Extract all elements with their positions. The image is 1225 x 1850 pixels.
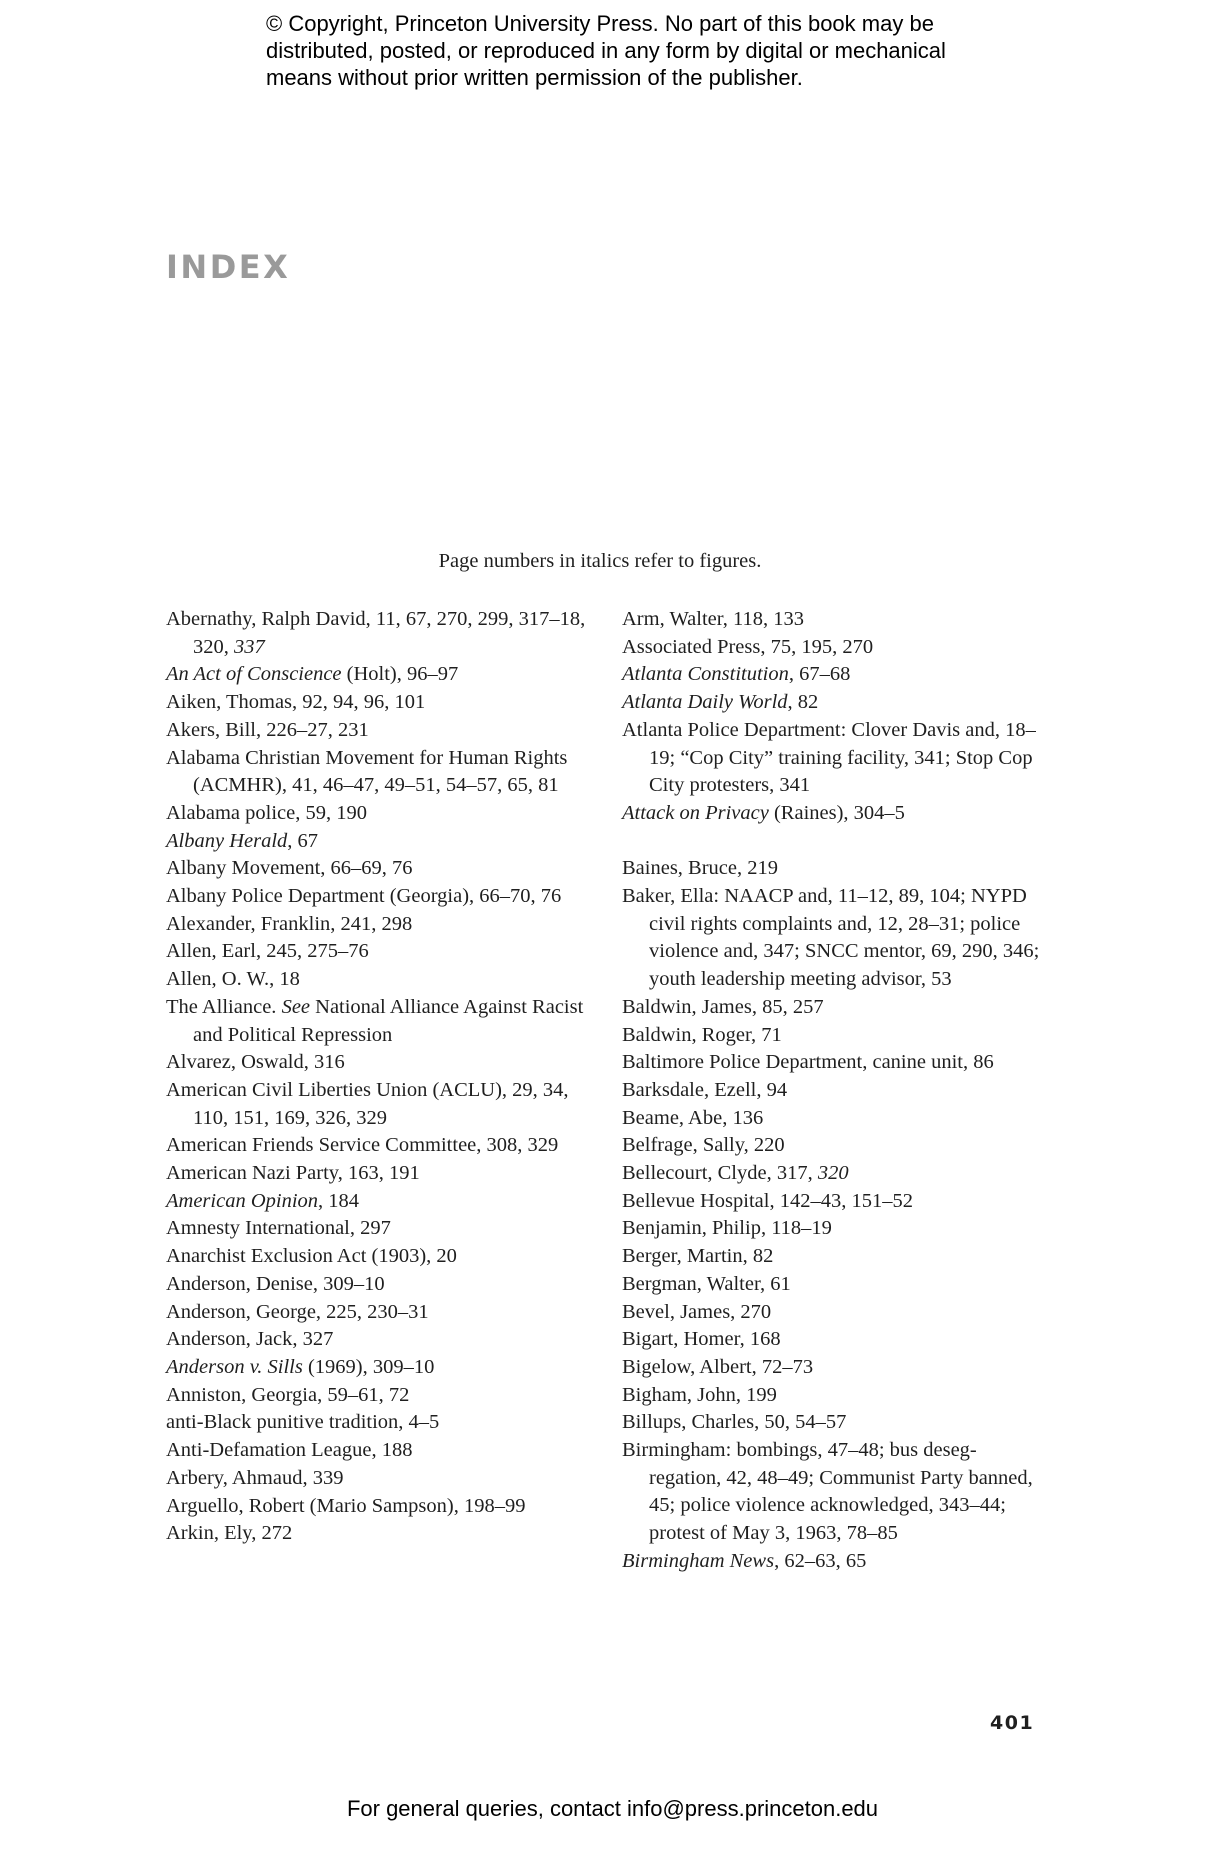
index-entry-text: , 67 xyxy=(287,829,319,852)
index-entry-italic: Atlanta Constitution xyxy=(622,663,789,686)
index-entry xyxy=(622,689,1042,717)
index-entry xyxy=(622,1188,1042,1216)
index-entry xyxy=(166,606,606,661)
index-entry xyxy=(622,717,1042,800)
index-entry xyxy=(622,1022,1042,1050)
page-title: INDEX xyxy=(166,248,291,286)
index-entry xyxy=(622,606,1042,634)
index-entry xyxy=(622,855,1042,883)
index-entry xyxy=(622,1326,1042,1354)
index-entry-text: Anarchist Exclusion Act (1903), 20 xyxy=(166,1245,457,1268)
index-entry xyxy=(166,1299,606,1327)
index-entry-italic: An Act of Conscience xyxy=(166,663,342,686)
index-entry xyxy=(166,883,606,911)
index-entry-text: Allen, Earl, 245, 275–76 xyxy=(166,940,369,963)
index-entry-text: (Raines), 304–5 xyxy=(768,801,905,824)
index-entry xyxy=(622,1299,1042,1327)
index-entry-italic: See xyxy=(281,995,311,1018)
index-entry xyxy=(622,994,1042,1022)
index-entry xyxy=(166,717,606,745)
page-number: 401 xyxy=(990,1712,1035,1734)
index-entry-text: Baltimore Police Department, canine unit, 86 xyxy=(622,1051,994,1074)
index-entry-text: American Nazi Party, 163, 191 xyxy=(166,1162,420,1185)
index-entry xyxy=(622,1548,1042,1576)
index-entry xyxy=(622,1132,1042,1160)
index-entry xyxy=(166,661,606,689)
index-entry-text: Barksdale, Ezell, 94 xyxy=(622,1078,788,1101)
index-entry-text: Beame, Abe, 136 xyxy=(622,1106,764,1129)
index-entry xyxy=(622,1243,1042,1271)
index-entry-italic: 337 xyxy=(234,635,265,658)
index-entry-text: Associated Press, 75, 195, 270 xyxy=(622,635,874,658)
index-entry xyxy=(622,661,1042,689)
index-entry xyxy=(166,1326,606,1354)
index-entry-text: Baldwin, James, 85, 257 xyxy=(622,995,824,1018)
index-entry xyxy=(166,1520,606,1548)
index-entry-text: Belfrage, Sally, 220 xyxy=(622,1134,785,1157)
index-entry-text: Akers, Bill, 226–27, 231 xyxy=(166,718,369,741)
index-entry-italic: Attack on Privacy xyxy=(622,801,769,824)
index-entry xyxy=(166,1271,606,1299)
index-entry-text: Baines, Bruce, 219 xyxy=(622,857,778,880)
index-entry xyxy=(622,1215,1042,1243)
index-entry-text: Anderson, Denise, 309–10 xyxy=(166,1272,385,1295)
index-entry-text: National Alliance Against Racist and Political Repression xyxy=(193,995,584,1046)
index-entry xyxy=(166,1437,606,1465)
index-entry-text: Anderson, Jack, 327 xyxy=(166,1328,334,1351)
index-entry xyxy=(166,966,606,994)
index-entry-text: Anti-Defamation League, 188 xyxy=(166,1439,413,1462)
index-entry-text: (1969), 309–10 xyxy=(302,1355,435,1378)
index-entry xyxy=(166,1382,606,1410)
index-entry-text: Bigelow, Albert, 72–73 xyxy=(622,1355,814,1378)
index-entry-italic: American Opinion xyxy=(166,1189,319,1212)
copyright-notice xyxy=(266,10,1026,91)
index-entry-text: Abernathy, Ralph David, 11, 67, 270, 299, 317–18, 320, xyxy=(166,608,586,658)
index-entry xyxy=(622,1160,1042,1188)
index-entry-text: Arbery, Ahmaud, 339 xyxy=(166,1466,344,1489)
index-entry xyxy=(622,1409,1042,1437)
index-entry xyxy=(622,1105,1042,1133)
index-entry xyxy=(622,1437,1042,1548)
index-entry-text: Arguello, Robert (Mario Sampson), 198–99 xyxy=(166,1494,526,1517)
index-entry xyxy=(166,1077,606,1132)
index-entry-text: Amnesty International, 297 xyxy=(166,1217,391,1240)
index-entry-text: American Friends Service Committee, 308, 329 xyxy=(166,1134,559,1157)
index-entry xyxy=(166,800,606,828)
index-entry-text: Anderson, George, 225, 230–31 xyxy=(166,1300,429,1323)
index-entry xyxy=(166,828,606,856)
index-entry-text: , 82 xyxy=(787,691,819,714)
index-entry-text: Bevel, James, 270 xyxy=(622,1300,772,1323)
index-entry-text: Atlanta Police Department: Clover Davis and, 18–19; “Cop City” training facility, 341; Stop Cop City protesters, 341 xyxy=(622,718,1036,797)
index-entry-text: Arm, Walter, 118, 133 xyxy=(622,608,804,630)
index-entry xyxy=(622,1382,1042,1410)
index-entry xyxy=(166,1160,606,1188)
index-entry-text: Anniston, Georgia, 59–61, 72 xyxy=(166,1383,410,1406)
footer-contact: For general queries, contact info@press.princeton.edu xyxy=(346,1796,879,1821)
index-entry xyxy=(622,800,1042,828)
index-column-right xyxy=(622,606,1042,1576)
index-entry-italic: 320 xyxy=(817,1162,849,1185)
index-entry xyxy=(166,1049,606,1077)
index-entry-text: Alabama police, 59, 190 xyxy=(166,801,367,824)
index-entry-text: Billups, Charles, 50, 54–57 xyxy=(622,1411,847,1434)
index-entry xyxy=(166,745,606,800)
index-entry-text: Aiken, Thomas, 92, 94, 96, 101 xyxy=(166,691,426,714)
index-entry-text: , 62–63, 65 xyxy=(774,1549,867,1572)
index-entry-text: , 67–68 xyxy=(788,663,851,686)
index-entry-italic: Anderson v. Sills xyxy=(166,1355,303,1378)
index-entry xyxy=(622,1077,1042,1105)
index-entry-text: Allen, O. W., 18 xyxy=(166,968,300,991)
index-entry xyxy=(166,1354,606,1382)
copyright-line: means without prior written permission of the publisher. xyxy=(266,65,803,90)
index-entry xyxy=(622,1354,1042,1382)
index-entry xyxy=(166,1465,606,1493)
index-entry-text: Alexander, Franklin, 241, 298 xyxy=(166,912,413,935)
index-entry-text: anti-Black punitive tradition, 4–5 xyxy=(166,1411,440,1434)
index-entry xyxy=(166,1493,606,1521)
index-column-left xyxy=(166,606,606,1548)
index-entry xyxy=(166,994,606,1049)
index-entry xyxy=(622,634,1042,662)
index-entry-text: Bigart, Homer, 168 xyxy=(622,1328,781,1351)
index-entry-text: American Civil Liberties Union (ACLU), 29, 34, 110, 151, 169, 326, 329 xyxy=(166,1078,569,1129)
index-entry xyxy=(166,911,606,939)
index-entry-text: Bergman, Walter, 61 xyxy=(622,1272,791,1295)
index-entry-text: Arkin, Ely, 272 xyxy=(166,1522,293,1545)
index-entry-text: Alabama Christian Movement for Human Rights (ACMHR), 41, 46–47, 49–51, 54–57, 65, 81 xyxy=(166,746,568,797)
index-entry-text: Berger, Martin, 82 xyxy=(622,1245,774,1268)
index-entry-text: The Alliance. xyxy=(166,995,282,1018)
index-entry xyxy=(622,883,1042,994)
copyright-line: distributed, posted, or reproduced in any form by digital or mechanical xyxy=(266,38,946,63)
index-entry xyxy=(166,1188,606,1216)
index-entry-text: Baldwin, Roger, 71 xyxy=(622,1023,782,1046)
index-entry-text: Bellecourt, Clyde, 317, xyxy=(622,1162,818,1185)
index-entry xyxy=(166,1243,606,1271)
index-entry-text: Birmingham: bombings, 47–48; bus desegregation, 42, 48–49; Communist Party banned, 45; police violence acknowledged, 343–44; protest of May 3, 1963, 78–85 xyxy=(622,1439,1033,1545)
index-entry-text: Benjamin, Philip, 118–19 xyxy=(622,1217,832,1240)
index-entry-text: Bigham, John, 199 xyxy=(622,1383,777,1406)
index-entry-text: Bellevue Hospital, 142–43, 151–52 xyxy=(622,1189,913,1212)
index-entry-text: Baker, Ella: NAACP and, 11–12, 89, 104; NYPD civil rights complaints and, 12, 28–31; police violence and, 347; SNCC mentor, 69, 290, 346; youth leadership meeting advisor, 53 xyxy=(622,885,1040,991)
index-entry-text: (Holt), 96–97 xyxy=(341,663,459,686)
italics-note: Page numbers in italics refer to figures. xyxy=(438,550,762,572)
index-entry-text: Albany Movement, 66–69, 76 xyxy=(166,857,413,880)
index-entry-text: , 184 xyxy=(318,1189,360,1212)
index-entry-italic: Albany Herald xyxy=(166,829,288,852)
index-entry-text: Alvarez, Oswald, 316 xyxy=(166,1051,345,1074)
index-entry xyxy=(166,1409,606,1437)
index-entry-italic: Atlanta Daily World xyxy=(622,691,788,714)
index-entry xyxy=(622,1049,1042,1077)
copyright-line: © Copyright, Princeton University Press. No part of this book may be xyxy=(266,11,934,36)
index-entry xyxy=(166,1215,606,1243)
index-entry-italic: Birmingham News xyxy=(622,1549,775,1572)
index-entry xyxy=(166,689,606,717)
index-entry xyxy=(622,1271,1042,1299)
index-entry xyxy=(166,938,606,966)
index-entry xyxy=(166,1132,606,1160)
index-entry-text: Albany Police Department (Georgia), 66–70, 76 xyxy=(166,885,562,908)
index-entry xyxy=(166,855,606,883)
